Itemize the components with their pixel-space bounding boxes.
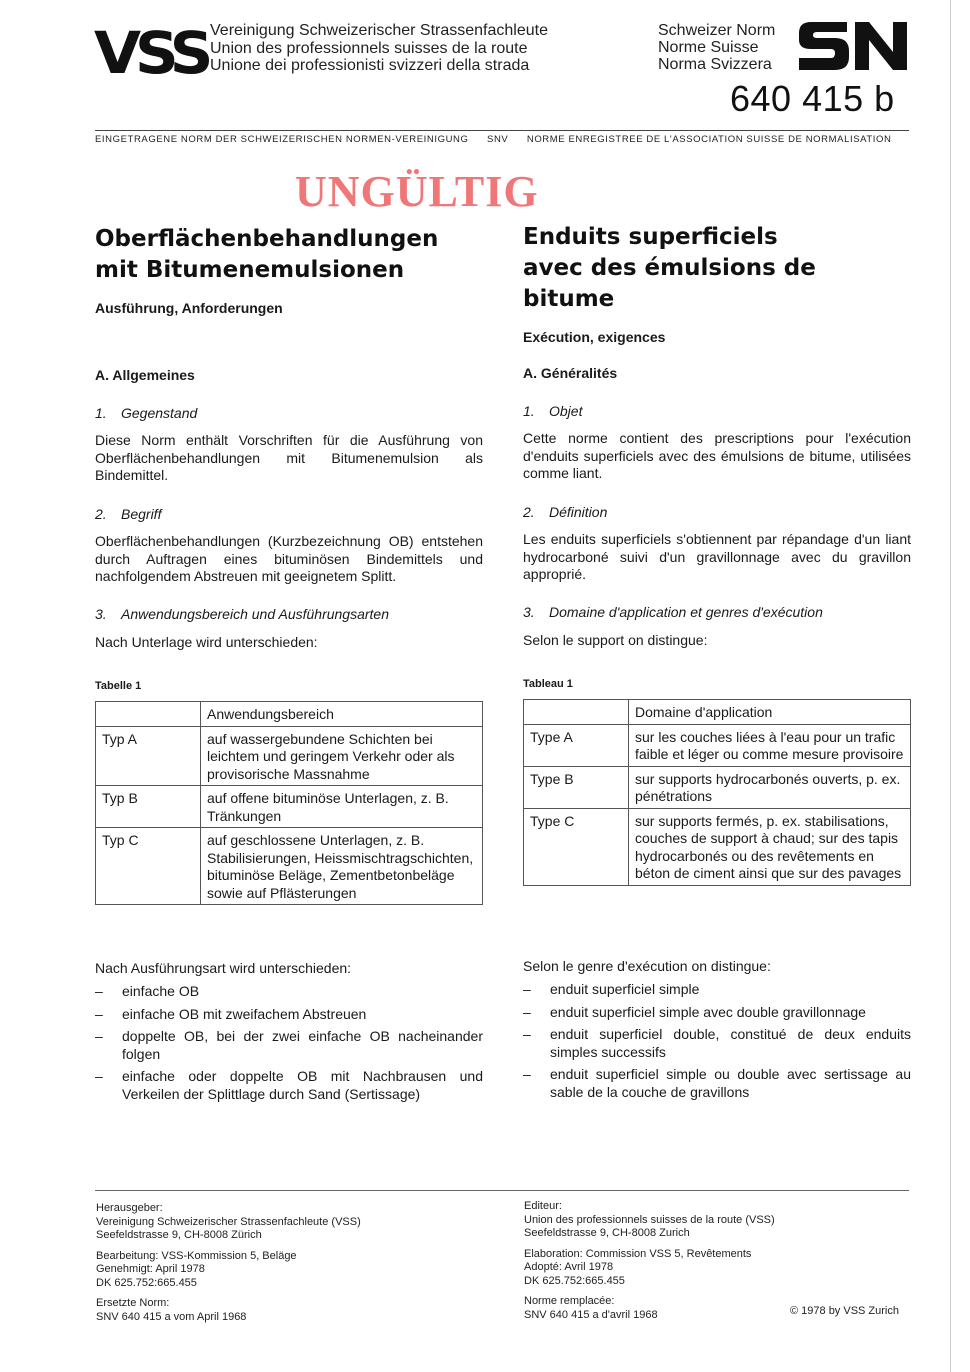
- publisher-line: Seefeldstrasse 9, CH-8008 Zürich: [96, 1229, 262, 1241]
- list-item: – enduit superficiel simple ou double avec sertissage au sable de la couche de gravillons: [523, 1066, 911, 1101]
- scope-cell: sur les couches liées à l'eau pour un trafic faible et léger ou comme mesure provisoire: [629, 724, 911, 766]
- execution-list-fr: [523, 981, 911, 1106]
- scope-cell: sur supports fermés, p. ex. stabilisations, couches de support à chaud; sur des tapis hydrocarbonés ou des revêtements en béton de ciment ainsi que sur des pavages: [629, 808, 911, 885]
- table-caption-fr: Tableau 1: [523, 678, 573, 690]
- scope-cell: sur supports hydrocarbonés ouverts, p. ex. pénétrations: [629, 766, 911, 808]
- registration-line: [95, 134, 909, 145]
- table-header-cell: Domaine d'application: [629, 700, 911, 725]
- list-intro-fr: Selon le genre d'exécution on distingue:: [523, 958, 771, 974]
- item1-heading-fr: [523, 403, 911, 419]
- table-row: [96, 828, 483, 905]
- edit-line: Adopté: Avril 1978: [524, 1261, 614, 1273]
- list-item: – enduit superficiel simple avec double gravillonnage: [523, 1004, 911, 1022]
- item-title: Gegenstand: [121, 405, 198, 421]
- edit-block-de: [96, 1250, 496, 1291]
- edit-line: Genehmigt: April 1978: [96, 1263, 205, 1275]
- execution-list-de: [95, 983, 483, 1108]
- header-divider: [95, 130, 909, 131]
- list-item: – einfache OB: [95, 983, 483, 1001]
- replaced-value: SNV 640 415 a vom April 1968: [96, 1310, 247, 1323]
- item-title: Définition: [549, 504, 608, 520]
- scope-cell: auf wassergebundene Schichten bei leichtem und geringem Verkehr oder als provisorische Massnahme: [201, 726, 483, 786]
- document-title-de: [95, 224, 483, 286]
- title-line-1: Enduits superficiels: [523, 224, 778, 250]
- table-header-row: [96, 702, 483, 727]
- registration-snv: SNV: [487, 134, 509, 145]
- type-cell: Type C: [524, 808, 629, 885]
- item-title: Domaine d'application et genres d'exécution: [549, 604, 823, 620]
- item-number: 3.: [523, 604, 535, 620]
- edit-line: DK 625.752:665.455: [524, 1274, 625, 1287]
- item2-heading-de: [95, 506, 483, 522]
- replaced-label: Norme remplacée:: [524, 1295, 615, 1307]
- norm-label-de: Schweizer Norm: [658, 22, 776, 39]
- footer-fr: [524, 1200, 784, 1329]
- item2-text-de: Oberflächenbehandlungen (Kurzbezeichnung OB) entstehen durch Auftragen eines bituminösen Bindemittels und nachfolgendem Abstreuen mit geeignetem Splitt.: [95, 533, 483, 584]
- item-title: Begriff: [121, 506, 162, 522]
- item-number: 1.: [523, 403, 535, 419]
- edit-line: Elaboration: Commission VSS 5, Revêtements: [524, 1247, 752, 1260]
- list-item: – doppelte OB, bei der zwei einfache OB nacheinander folgen: [95, 1028, 483, 1063]
- footer-divider: [95, 1190, 909, 1191]
- document-subtitle-de: Ausführung, Anforderungen: [95, 300, 283, 316]
- table-row: [524, 766, 911, 808]
- table-row: [524, 724, 911, 766]
- title-line-1: Oberflächenbehandlungen: [95, 226, 439, 252]
- type-cell: Typ C: [96, 828, 201, 905]
- item-title: Objet: [549, 403, 583, 419]
- section-heading-fr: A. Généralités: [523, 365, 618, 381]
- table-row: [96, 786, 483, 828]
- item-number: 3.: [95, 606, 107, 622]
- publisher-label: Editeur:: [524, 1200, 562, 1212]
- scope-cell: auf offene bituminöse Unterlagen, z. B. Tränkungen: [201, 786, 483, 828]
- edit-line: Bearbeitung: VSS-Kommission 5, Beläge: [96, 1249, 297, 1262]
- invalid-stamp: UNGÜLTIG: [295, 167, 539, 216]
- norm-number: 640 415 b: [730, 78, 895, 119]
- org-name-de: Vereinigung Schweizerischer Strassenfachleute: [210, 22, 548, 39]
- item-title: Anwendungsbereich und Ausführungsarten: [121, 606, 390, 622]
- document-subtitle-fr: Exécution, exigences: [523, 329, 666, 345]
- publisher-line: Vereinigung Schweizerischer Strassenfachleute (VSS): [96, 1215, 361, 1228]
- title-block-fr: [523, 222, 911, 345]
- vss-logo: VSS: [94, 19, 208, 87]
- table-fr: [523, 699, 911, 886]
- item1-text-fr: Cette norme contient des prescriptions pour l'exécution d'enduits superficiels avec des émulsions de bitume, utilisées comme liant.: [523, 430, 911, 481]
- footer-de: [96, 1202, 496, 1331]
- scope-cell: auf geschlossene Unterlagen, z. B. Stabilisierungen, Heissmischtragschichten, bituminöse Beläge, Zementbetonbeläge sowie auf Pflästerungen: [201, 828, 483, 905]
- replaced-value: SNV 640 415 a d'avril 1968: [524, 1308, 658, 1321]
- item2-text-fr: Les enduits superficiels s'obtiennent par répandage d'un liant hydrocarboné suivi d'un gravillonnage avec du gravillon approprié.: [523, 531, 911, 582]
- title-line-2: mit Bitumenemulsionen: [95, 257, 405, 283]
- item1-heading-de: [95, 405, 483, 421]
- org-name-it: Unione dei professionisti svizzeri della strada: [210, 57, 530, 74]
- item3-heading-de: [95, 606, 483, 622]
- list-item: – einfache OB mit zweifachem Abstreuen: [95, 1006, 483, 1024]
- registration-de: EINGETRAGENE NORM DER SCHWEIZERISCHEN NORMEN-VEREINIGUNG: [95, 134, 469, 145]
- sn-logo: [797, 18, 909, 72]
- list-item: – einfache oder doppelte OB mit Nachbrausen und Verkeilen der Splittlage durch Sand (Sertissage): [95, 1068, 483, 1103]
- norm-label-fr: Norme Suisse: [658, 39, 759, 56]
- table-header-empty: [524, 700, 629, 725]
- organization-names: [210, 22, 548, 75]
- edit-line: DK 625.752:665.455: [96, 1276, 197, 1289]
- list-item: – enduit superficiel double, constitué de deux enduits simples successifs: [523, 1026, 911, 1061]
- item3-heading-fr: [523, 604, 911, 620]
- item2-heading-fr: [523, 504, 911, 520]
- edit-block-fr: [524, 1248, 784, 1289]
- org-name-fr: Union des professionnels suisses de la route: [210, 39, 528, 57]
- table-de: [95, 701, 483, 905]
- page-edge: [950, 0, 951, 1372]
- table-caption-de: Tabelle 1: [95, 680, 142, 692]
- title-line-2: avec des émulsions de bitume: [523, 255, 816, 312]
- norm-label: [658, 22, 775, 73]
- item3-text-de: Nach Unterlage wird unterschieden:: [95, 634, 318, 650]
- norm-label-it: Norma Svizzera: [658, 56, 772, 73]
- item1-text-de: Diese Norm enthält Vorschriften für die Ausführung von Oberflächenbehandlungen mit Bitumenemulsion als Bindemittel.: [95, 432, 483, 483]
- type-cell: Type A: [524, 724, 629, 766]
- publisher-block-de: [96, 1202, 496, 1243]
- document-title-fr: [523, 222, 911, 315]
- publisher-label: Herausgeber:: [96, 1202, 163, 1214]
- item-number: 1.: [95, 405, 107, 421]
- replaced-label: Ersetzte Norm:: [96, 1297, 170, 1309]
- table-row: [96, 726, 483, 786]
- item-number: 2.: [95, 506, 107, 522]
- table-row: [524, 808, 911, 885]
- item-number: 2.: [523, 504, 535, 520]
- item3-text-fr: Selon le support on distingue:: [523, 632, 708, 648]
- table-header-row: [524, 700, 911, 725]
- title-block-de: [95, 224, 483, 316]
- registration-fr: NORME ENREGISTREE DE L'ASSOCIATION SUISSE DE NORMALISATION: [526, 134, 892, 145]
- list-intro-de: Nach Ausführungsart wird unterschieden:: [95, 960, 352, 976]
- type-cell: Type B: [524, 766, 629, 808]
- type-cell: Typ B: [96, 786, 201, 828]
- type-cell: Typ A: [96, 726, 201, 786]
- publisher-block-fr: [524, 1200, 784, 1241]
- replaced-block-de: [96, 1297, 496, 1324]
- table-header-empty: [96, 702, 201, 727]
- replaced-block-fr: [524, 1295, 784, 1322]
- list-item: – enduit superficiel simple: [523, 981, 911, 999]
- copyright-notice: © 1978 by VSS Zurich: [790, 1305, 899, 1317]
- section-heading-de: A. Allgemeines: [95, 367, 195, 383]
- publisher-line: Seefeldstrasse 9, CH-8008 Zurich: [524, 1227, 690, 1239]
- publisher-line: Union des professionnels suisses de la route (VSS): [524, 1213, 775, 1226]
- table-header-cell: Anwendungsbereich: [201, 702, 483, 727]
